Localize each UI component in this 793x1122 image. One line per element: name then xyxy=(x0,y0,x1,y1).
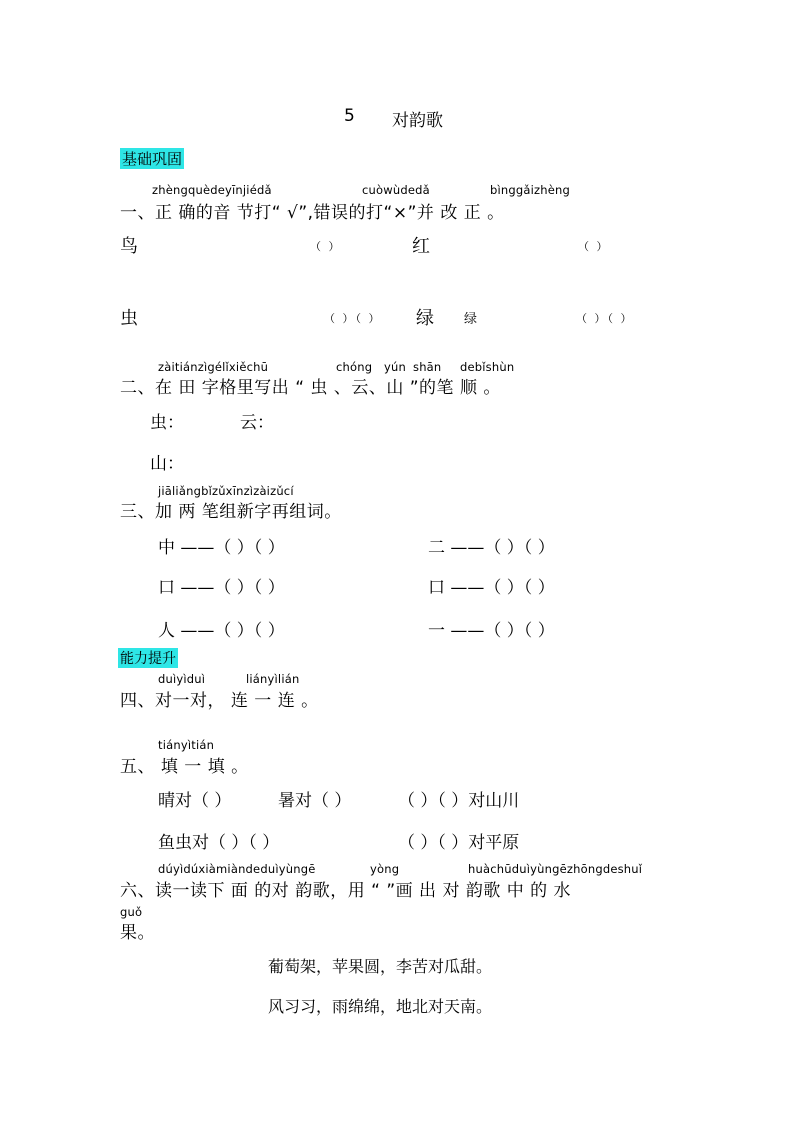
q3-row2-right: 口 ——（ ）（ ） xyxy=(428,578,555,598)
q3-pinyin: jiāliǎngbǐzǔxīnzìzàizǔcí xyxy=(158,484,294,498)
q2-pinyin-d: shān xyxy=(413,360,442,374)
q6-text: 六、读一读下 面 的对 韵歌，用 “ ”画 出 对 韵歌 中 的 水 xyxy=(120,881,572,901)
q3-row1-right: 二 ——（ ）（ ） xyxy=(428,538,555,558)
q5-row2-c: （ ）（ ）对平原 xyxy=(398,833,520,853)
q2-pinyin-c: yún xyxy=(384,360,406,374)
poem-line-2: 风习习，雨绵绵，地北对天南。 xyxy=(268,997,493,1016)
q4-pinyin-a: duìyìduì xyxy=(158,672,206,686)
q3-row3-right: 一 ——（ ）（ ） xyxy=(428,621,555,641)
q2-label-shan: 山： xyxy=(150,454,184,474)
q6-text-2: 果。 xyxy=(120,923,155,943)
section-ability-heading: 能力提升 xyxy=(118,648,178,668)
q5-pinyin: tiányìtián xyxy=(158,738,215,752)
q3-row2-left: 口 ——（ ）（ ） xyxy=(158,578,285,598)
q5-row2-a: 鱼虫对（ ）（ ） xyxy=(158,833,280,853)
q1-char-lv: 绿 xyxy=(416,308,434,329)
q6-pinyin-b: yòng xyxy=(370,862,400,876)
q3-row1-left: 中 ——（ ）（ ） xyxy=(158,538,285,558)
q2-pinyin-e: debǐshùn xyxy=(460,360,515,374)
q1-char-hong: 红 xyxy=(412,236,430,257)
section-basic-heading: 基础巩固 xyxy=(122,150,183,168)
q1-blank-lv: （ ）（ ） xyxy=(576,312,634,325)
q6-pinyin-a: dúyìdúxiàmiàndeduìyùngē xyxy=(158,862,316,876)
q4-pinyin-b: liányìlián xyxy=(246,672,300,686)
q1-blank-chong: （ ）（ ） xyxy=(324,312,382,325)
q1-text: 一、正 确的音 节打“ √”,错误的打“×”并 改 正 。 xyxy=(120,203,505,223)
poem-line-1: 葡萄架，苹果圆，李苦对瓜甜。 xyxy=(268,957,493,976)
q5-text: 五、 填 一 填 。 xyxy=(120,757,249,777)
q5-row1-a: 晴对（ ） xyxy=(158,791,232,811)
q6-pinyin-c: huàchūduìyùngēzhōngdeshuǐ xyxy=(468,862,643,876)
q1-blank-hong: （ ） xyxy=(578,240,610,253)
q6-pinyin-d: guǒ xyxy=(120,905,143,919)
q1-pinyin-a: zhèngquèdeyīnjiédǎ xyxy=(152,183,272,197)
q2-label-chong: 虫： xyxy=(150,413,184,433)
q5-row1-b: 暑对（ ） xyxy=(278,791,352,811)
title-number: 5 xyxy=(344,106,355,126)
q2-text: 二、在 田 字格里写出 “ 虫 、云、山 ”的笔 顺 。 xyxy=(120,378,501,398)
q3-text: 三、加 两 笔组新字再组词。 xyxy=(120,502,342,522)
q1-blank-niao: （ ） xyxy=(310,240,342,253)
q2-pinyin-b: chóng xyxy=(336,360,373,374)
q1-char-niao: 鸟 xyxy=(120,236,138,257)
q1-pinyin-b: cuòwùdedǎ xyxy=(362,183,430,197)
q2-pinyin-a: zàitiánzìgélǐxiěchū xyxy=(158,360,269,374)
page-title: 对韵歌 xyxy=(392,111,443,131)
q2-label-yun: 云： xyxy=(240,413,274,433)
q1-char-lv-small: 绿 xyxy=(464,312,478,327)
q1-pinyin-c: bìnggǎizhèng xyxy=(490,183,571,197)
q1-char-chong: 虫 xyxy=(120,308,138,329)
q5-row1-c: （ ）（ ）对山川 xyxy=(398,791,520,811)
q4-text: 四、对一对， 连 一 连 。 xyxy=(120,691,319,711)
q3-row3-left: 人 ——（ ）（ ） xyxy=(158,621,285,641)
